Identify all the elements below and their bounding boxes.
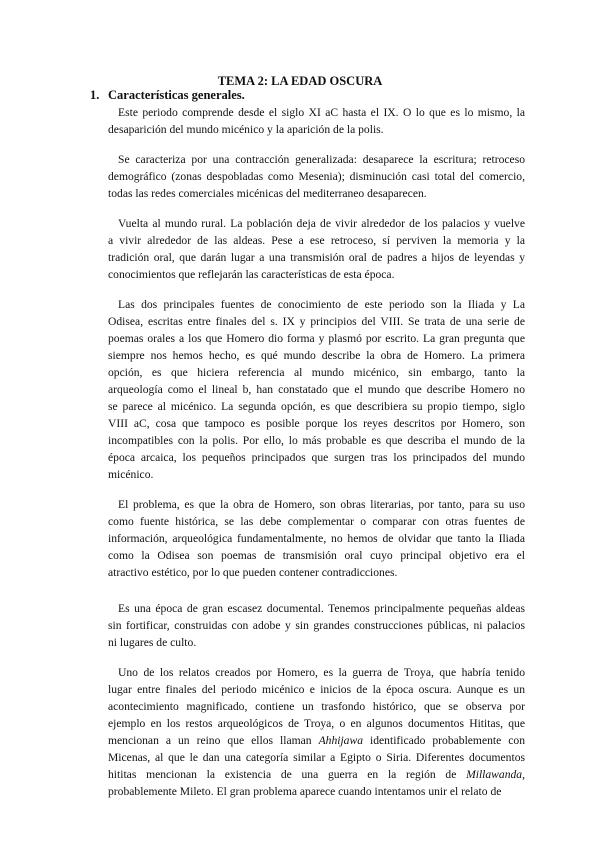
text-segment: hititas mencionan la existencia de una guerra en la región de [108,768,467,781]
text-line: incompatibles con la polis. Por ello, lo más probable es que describa el mundo de la [108,434,525,447]
section-heading [90,88,245,103]
text-line: época arcaica, los pequeños principados que surgen tras los principados del mundo [108,451,525,464]
text-line: probablemente Mileto. El gran problema aparece cuando intentamos unir el relato de [108,785,502,798]
section-heading-text: Características generales. [108,88,245,102]
paragraph [108,104,525,138]
italic-term: Ahhijawa [318,734,364,747]
text-segment: mencionan a un reino que ellos llaman [108,734,319,747]
text-line: ejemplo en los restos arqueológicos de Troya, o en algunos documentos Hititas, que [108,717,525,730]
text-line: VIII aC, cosa que tampoco es posible porque los reyes descritos por Homero, son [108,417,525,430]
document-title: TEMA 2: LA EDAD OSCURA [217,74,383,88]
text-line: demográfico (zonas despobladas como Mesenia); disminución casi total del comercio, [108,170,525,183]
text-line: Este periodo comprende desde el siglo XI aC hasta el IX. O lo que es lo mismo, la [118,106,525,119]
text-line: lugar entre finales del periodo micénico e inicios de la época oscura. Aunque es un [108,683,525,696]
paragraph [108,496,525,581]
text-line: acontecimiento magnificado, contiene un trasfondo histórico, que se observa por [108,700,525,713]
text-line: tradición oral, que darán lugar a una transmisión oral de padres a hijos de leyendas y [108,251,525,264]
text-line: sin fortificar, construidas con adobe y sin grandes construcciones públicas, ni palacios [108,619,525,632]
text-line: Odisea, escritas entre finales del s. IX y principios del VIII. Se trata de una serie de [108,315,525,328]
text-line: se parece al micénico. La segunda opción, es que describiera su propio tiempo, siglo [108,400,525,413]
text-line: micénico. [108,468,154,481]
paragraph [108,215,525,283]
text-segment: identificado probablemente con [363,734,525,747]
italic-term: Millawanda, [466,768,525,781]
text-line: opción, es que hiciera referencia al mundo micénico, sin embargo, tanto la [108,366,525,379]
text-line: siempre nos hemos hecho, es qué mundo describe la obra de Homero. La primera [108,349,525,362]
text-line: ni lugares de culto. [108,636,197,649]
text-line: Se caracteriza por una contracción generalizada: desaparece la escritura; retroceso [118,153,525,166]
paragraph [108,600,525,651]
text-line [108,766,525,783]
text-line: Uno de los relatos creados por Homero, es la guerra de Troya, que habría tenido [118,666,525,679]
text-line: arqueología como el lineal b, han constatado que el mundo que describe Homero no [108,383,525,396]
text-line: Es una época de gran escasez documental. Tenemos principalmente pequeñas aldeas [118,602,525,615]
section-number: 1. [90,88,100,102]
text-line: como la Odisea son poemas de transmisión oral cuyo principal objetivo era el [108,549,525,562]
paragraph [108,296,525,483]
text-line: conocimientos que reflejarán las características de esta época. [108,268,395,281]
text-line: a vivir alrededor de las aldeas. Pese a ese retroceso, sí perviven la memoria y la [108,234,525,247]
text-line: atractivo estético, por lo que pueden contener contradicciones. [108,566,398,579]
text-line: desaparición del mundo micénico y la aparición de la polis. [108,123,384,136]
document-body [108,104,525,800]
text-line: Vuelta al mundo rural. La población deja de vivir alrededor de los palacios y vuelve [118,217,525,230]
paragraph [108,664,525,800]
text-line: Micenas, al que le dan una categoría similar a Egipto o Siria. Diferentes documentos [108,751,525,764]
text-line: todas las redes comerciales micénicas del mediterraneo desaparecen. [108,187,427,200]
text-line [108,732,525,749]
paragraph [108,151,525,202]
text-line: Las dos principales fuentes de conocimiento de este periodo son la Iliada y La [118,298,525,311]
text-line: información, arqueológica fundamentalmente, no hemos de olvidar que tanto la Iliada [108,532,525,545]
text-line: como fuente histórica, se las debe complementar o comparar con otras fuentes de [108,515,525,528]
text-line: El problema, es que la obra de Homero, son obras literarias, por tanto, para su uso [118,498,525,511]
text-line: poemas orales a los que Homero dio forma y plasmó por escrito. La gran pregunta que [108,332,525,345]
